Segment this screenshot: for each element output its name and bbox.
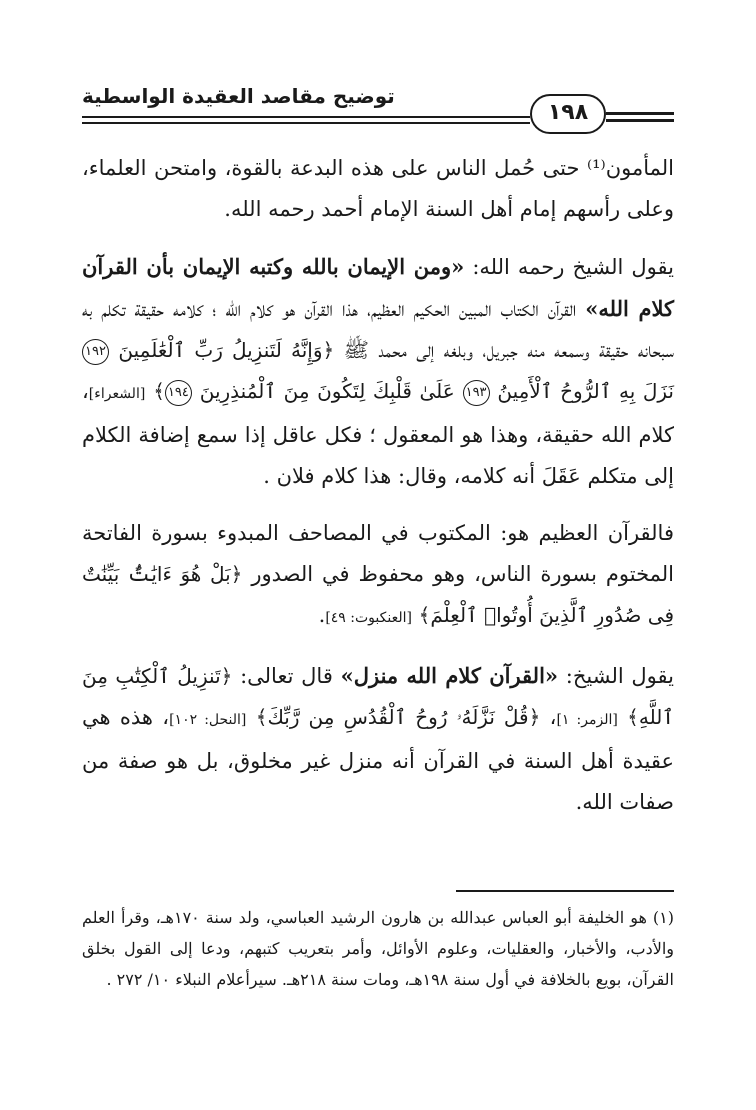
p4-quote: «القرآن كلام الله منزل» xyxy=(340,663,559,688)
quran-verse: ﴿قُلْ نَزَّلَهُۥ رُوحُ ٱلْقُدُسِ مِن رَّبِّكَ﴾ xyxy=(255,705,541,729)
surah-reference: [النحل: ١٠٢] xyxy=(169,712,247,728)
p4-text: قال تعالى: xyxy=(232,664,341,688)
p2-text: القرآن الكتاب المبين الحكيم العظيم، هذا القرآن هو كلام الله ؛ كلامه حقيقة تكلم به سبحانه حقيقة وسمعه منه جبريل، وبلغه إلى محمد ﷺ xyxy=(82,297,674,362)
quran-verse: ﴿وَإِنَّهُ لَتَنزِيلُ رَبِّ ٱلْعَٰلَمِينَ xyxy=(118,338,335,362)
ayah-number: ١٩٤ xyxy=(165,380,192,406)
ayah-number: ١٩٣ xyxy=(463,380,490,406)
p2-tail: ، كلام الله حقيقة، وهذا هو المعقول ؛ فكل عاقل إذا سمع إضافة الكلام إلى متكلم عَقَلَ أنه كلامه، وقال: هذا كلام فلان . xyxy=(82,379,674,488)
header-rule xyxy=(82,122,530,124)
p3-end: . xyxy=(318,603,326,627)
paragraph-4 xyxy=(82,655,674,823)
paragraph-2 xyxy=(82,246,674,497)
book-title: توضيح مقاصد العقيدة الواسطية xyxy=(82,84,395,108)
page-header xyxy=(82,72,674,132)
p4-tail: ، هذه هي عقيدة أهل السنة في القرآن أنه منزل غير مخلوق، بل هو صفة من صفات الله. xyxy=(82,705,674,814)
p3-text: فالقرآن العظيم هو: المكتوب في المصاحف المبدوء بسورة الفاتحة المختوم بسورة الناس، وهو محفوظ في الصدور xyxy=(82,521,674,586)
header-rule xyxy=(606,119,674,122)
quran-verse: ﴿تَنزِيلُ ٱلْكِتَٰبِ مِنَ ٱللَّهِ﴾ xyxy=(82,664,674,729)
quran-bracket: ﴾ xyxy=(153,379,165,403)
p4-sep: ، xyxy=(540,705,557,729)
surah-reference: [الشعراء] xyxy=(88,386,146,402)
page-number: ١٩٨ xyxy=(530,94,606,134)
quran-verse: ﴿بَلْ هُوَ ءَايَٰتٌۢ بَيِّنَٰتٌ فِى صُدُورِ ٱلَّذِينَ أُوتُوا۟ ٱلْعِلْمَ﴾ xyxy=(82,562,674,627)
header-rule xyxy=(606,112,674,115)
ayah-number: ١٩٢ xyxy=(82,339,109,365)
quran-verse: نَزَلَ بِهِ ٱلرُّوحُ ٱلْأَمِينُ xyxy=(497,379,674,403)
p2-quote: «ومن الإيمان بالله وكتبه الإيمان بأن القرآن كلام الله» xyxy=(82,254,674,321)
p4-intro: يقول الشيخ: xyxy=(558,664,674,688)
footnote xyxy=(82,902,674,995)
quran-verse: عَلَىٰ قَلْبِكَ لِتَكُونَ مِنَ ٱلْمُنذِرِينَ xyxy=(199,379,455,403)
paragraph-3 xyxy=(82,513,674,639)
header-rule xyxy=(82,116,530,118)
main-text xyxy=(82,148,674,823)
footnote-1: (١) هو الخليفة أبو العباس عبدالله بن هارون الرشيد العباسي، ولد سنة ١٧٠هـ، وقرأ العلم والأدب، والأخبار، والعقليات، وعلوم الأوائل، وأمر بتعريب كتبهم، ودعا إلى القول بخلق القرآن، بويع بالخلافة في أول سنة ١٩٨هـ، ومات سنة ٢١٨هـ. سيرأعلام النبلاء ١٠/ ٢٧٢ . xyxy=(82,908,675,989)
paragraph-1: المأمون⁽¹⁾ حتى حُمل الناس على هذه البدعة بالقوة، وامتحن العلماء، وعلى رأسهم إمام أهل السنة الإمام أحمد رحمه الله. xyxy=(82,156,674,221)
surah-reference: [الزمر: ١] xyxy=(556,712,618,728)
footnote-divider xyxy=(456,890,674,892)
p2-intro: يقول الشيخ رحمه الله: xyxy=(464,255,674,279)
surah-reference: [العنكبوت: ٤٩] xyxy=(325,610,412,626)
